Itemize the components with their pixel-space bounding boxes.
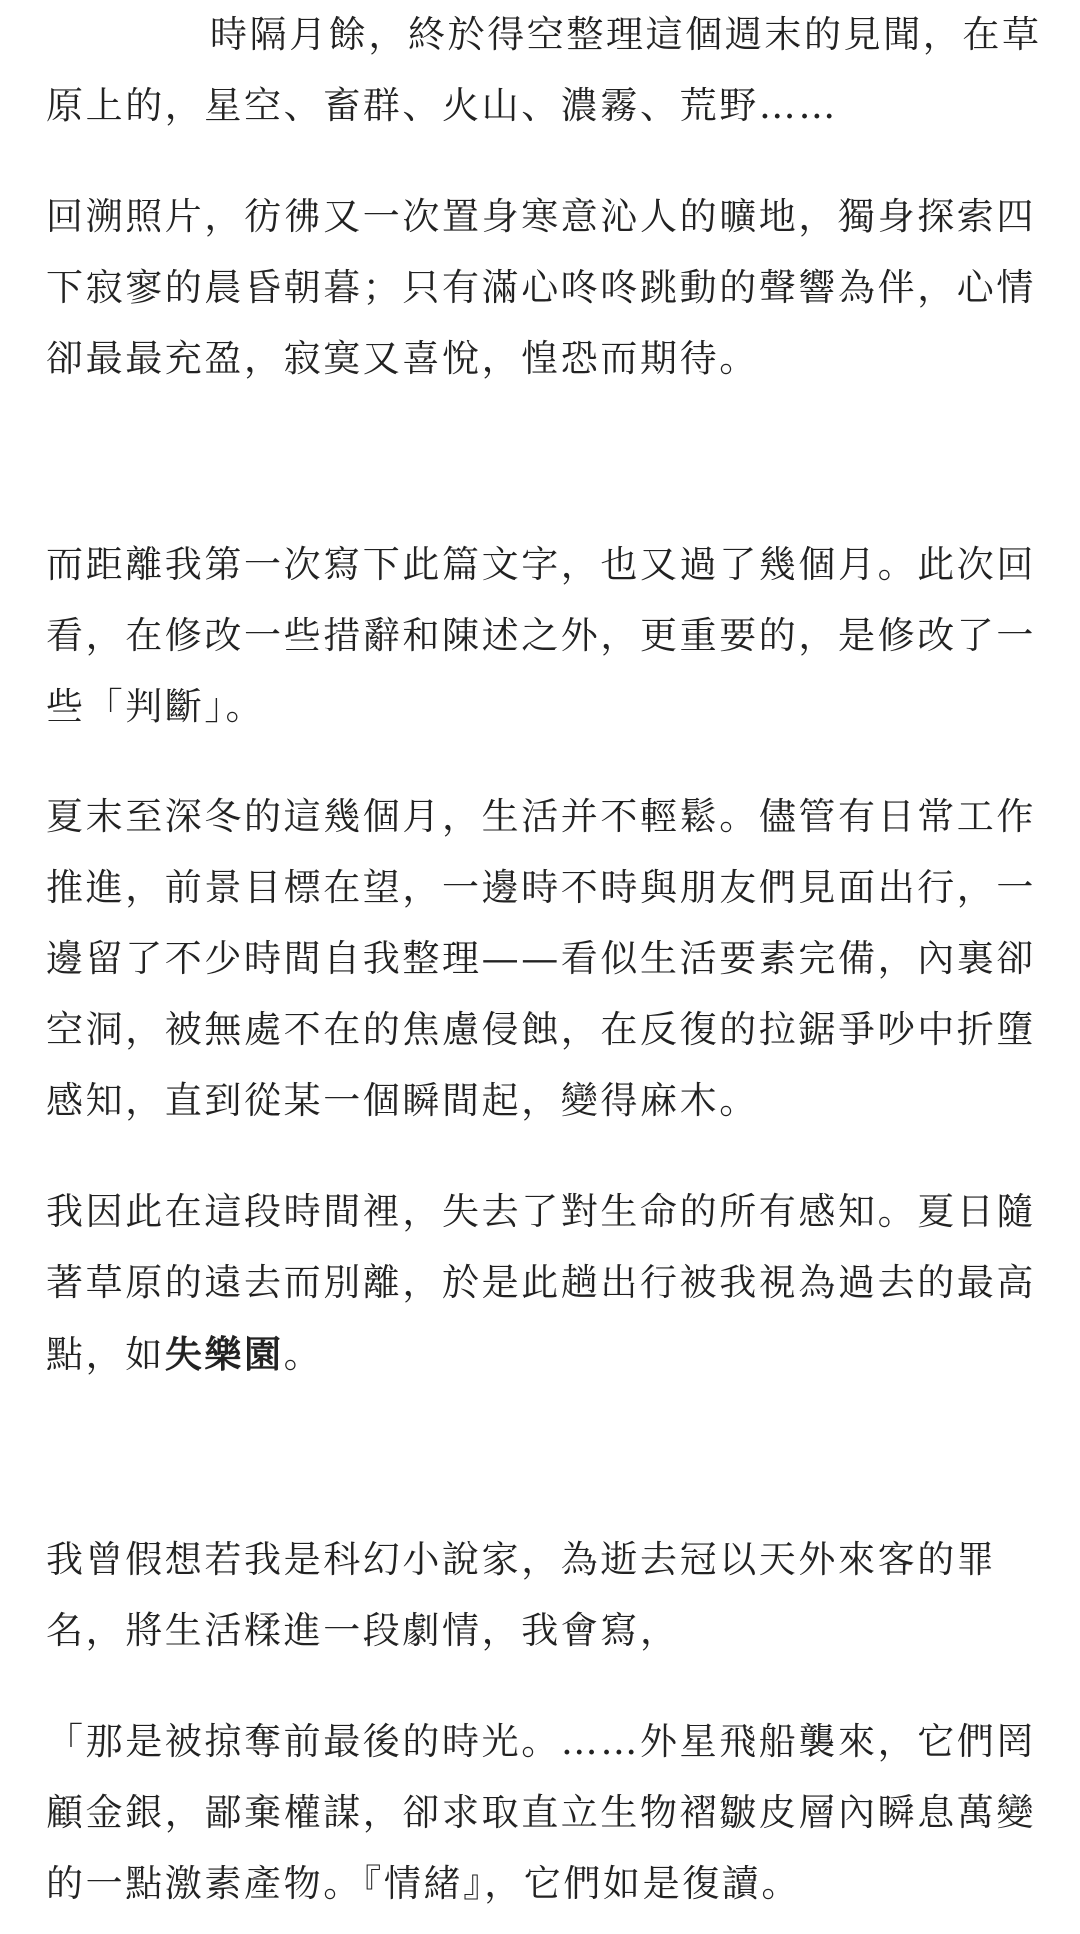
paragraph-2-line-1: 回溯照片，彷彿又一次置身寒意沁人的曠地，獨身探索四: [46, 195, 1036, 238]
paragraph-3-line-2: 看，在修改一些措辭和陳述之外，更重要的，是修改了一: [46, 614, 1036, 657]
paragraph-5-line-3: [46, 1331, 323, 1377]
paragraph-1-line-1: 時隔月餘，終於得空整理這個週末的見聞，在草: [210, 13, 1042, 56]
paragraph-7-line-2: 顧金銀，鄙棄權謀，卻求取直立生物褶皺皮層內瞬息萬變: [46, 1791, 1036, 1834]
paragraph-1-line-2: 原上的，星空、畜群、火山、濃霧、荒野……: [46, 84, 838, 127]
paragraph-5-line-2: 著草原的遠去而別離，於是此趟出行被我視為過去的最高: [46, 1261, 1036, 1304]
paragraph-4-line-5: 感知，直到從某一個瞬間起，變得麻木。: [46, 1079, 759, 1122]
paragraph-5-line-1: 我因此在這段時間裡，失去了對生命的所有感知。夏日隨: [46, 1190, 1036, 1233]
paragraph-6-line-2: 名，將生活糅進一段劇情，我會寫，: [46, 1609, 680, 1652]
paragraph-5-line-3-end: 。: [283, 1333, 324, 1376]
paragraph-3-line-3: 些「判斷」。: [46, 685, 266, 728]
paragraph-2-line-2: 下寂寥的晨昏朝暮；只有滿心咚咚跳動的聲響為伴，心情: [46, 266, 1036, 309]
paragraph-4-line-2: 推進，前景目標在望，一邊時不時與朋友們見面出行，一: [46, 866, 1036, 909]
paragraph-7-line-1: 「那是被掠奪前最後的時光。……外星飛船襲來，它們罔: [46, 1720, 1036, 1763]
paragraph-6-line-1: 我曾假想若我是科幻小說家，為逝去冠以天外來客的罪: [46, 1538, 997, 1581]
paragraph-2-line-3: 卻最最充盈，寂寞又喜悅，惶恐而期待。: [46, 337, 759, 380]
paragraph-4-line-3: 邊留了不少時間自我整理——看似生活要素完備，內裏卻: [46, 937, 1036, 980]
paragraph-5-line-3-lead: 點，如: [46, 1333, 165, 1376]
paragraph-4-line-4: 空洞，被無處不在的焦慮侵蝕，在反復的拉鋸爭吵中折墮: [46, 1008, 1036, 1051]
paragraph-3-line-1: 而距離我第一次寫下此篇文字，也又過了幾個月。此次回: [46, 543, 1036, 586]
paragraph-4-line-1: 夏末至深冬的這幾個月，生活并不輕鬆。儘管有日常工作: [46, 795, 1036, 838]
paragraph-7-line-3: 的一點激素產物。『情緒』，它們如是復讀。: [46, 1862, 801, 1905]
emphasis-lost-paradise: 失樂園: [164, 1332, 284, 1376]
